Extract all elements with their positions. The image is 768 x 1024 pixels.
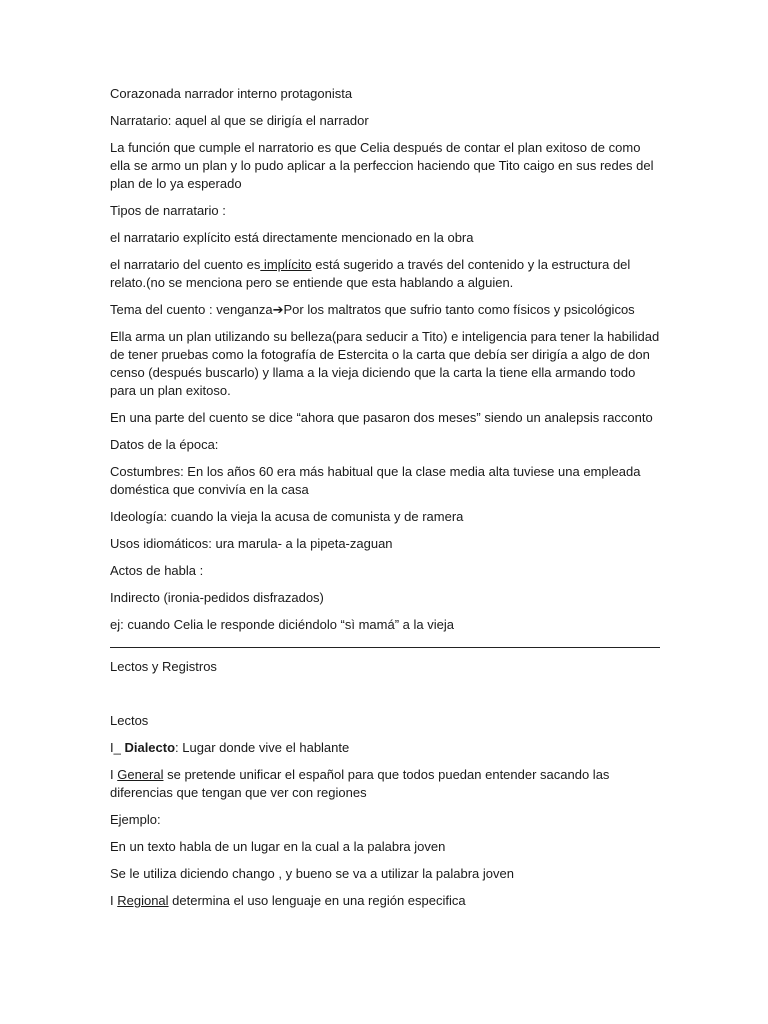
line-actos-habla: Actos de habla : — [110, 563, 204, 578]
line-narratario-explicito: el narratario explícito está directamente mencionado en la obra — [110, 230, 474, 245]
document-content — [110, 85, 662, 919]
line-regional: I Regional determina el uso lenguaje en una región especifica — [110, 893, 466, 908]
arrow-icon: ➔ — [272, 302, 284, 317]
line-datos-epoca: Datos de la época: — [110, 437, 219, 452]
paragraph-funcion: La función que cumple el narratorio es que Celia después de contar el plan exitoso de como ella se armo un plan y lo pudo aplicar a la perfeccion haciendo que Tito caigo en sus redes del plan de lo ya esperado — [110, 140, 654, 191]
line-ejemplo: Ejemplo: — [110, 812, 161, 827]
line-tipos-narratario: Tipos de narratario : — [110, 203, 226, 218]
paragraph-narratario-implicito: el narratario del cuento es implícito está sugerido a través del contenido y la estructura del relato.(no se menciona pero se entiende que esta hablando a alguien. — [110, 257, 631, 290]
paragraph-costumbres: Costumbres: En los años 60 era más habitual que la clase media alta tuviese una empleada doméstica que convivía en la casa — [110, 464, 641, 497]
line-narratario: Narratario: aquel al que se dirigía el narrador — [110, 113, 369, 128]
line-ideologia: Ideología: cuando la vieja la acusa de comunista y de ramera — [110, 509, 464, 524]
underlined-regional: Regional — [117, 893, 169, 908]
line-analepsis: En una parte del cuento se dice “ahora que pasaron dos meses” siendo un analepsis racconto — [110, 410, 653, 425]
line-ejemplo-celia: ej: cuando Celia le responde diciéndolo “sì mamá” a la vieja — [110, 617, 454, 632]
line-texto-joven: En un texto habla de un lugar en la cual a la palabra joven — [110, 839, 446, 854]
line-chango: Se le utiliza diciendo chango , y bueno se va a utilizar la palabra joven — [110, 866, 514, 881]
line-lectos: Lectos — [110, 713, 149, 728]
underlined-general: General — [117, 767, 164, 782]
line-dialecto: I_ Dialecto: Lugar donde vive el hablante — [110, 740, 350, 755]
line-tema: Tema del cuento : venganza➔Por los maltratos que sufrio tanto como físicos y psicológicos — [110, 302, 635, 317]
horizontal-divider — [110, 647, 660, 648]
paragraph-plan: Ella arma un plan utilizando su belleza(para seducir a Tito) e inteligencia para tener la habilidad de tener pruebas como la fotografía de Estercita o la carta que debía ser dirigía a algo de don censo (después buscarlo) y llama a la vieja diciendo que la carta la tiene ella armando todo para un plan exitoso. — [110, 329, 660, 398]
paragraph-general: I General se pretende unificar el español para que todos puedan entender sacando las diferencias que tengan que ver con regiones — [110, 767, 610, 800]
line-usos-idiomaticos: Usos idiomáticos: ura marula- a la pipeta-zaguan — [110, 536, 393, 551]
line-indirecto: Indirecto (ironia-pedidos disfrazados) — [110, 590, 324, 605]
bold-dialecto: Dialecto — [124, 740, 176, 755]
underlined-implicito: implícito — [260, 257, 312, 272]
line-corazonada: Corazonada narrador interno protagonista — [110, 86, 353, 101]
section-title-lectos-registros: Lectos y Registros — [110, 659, 217, 674]
